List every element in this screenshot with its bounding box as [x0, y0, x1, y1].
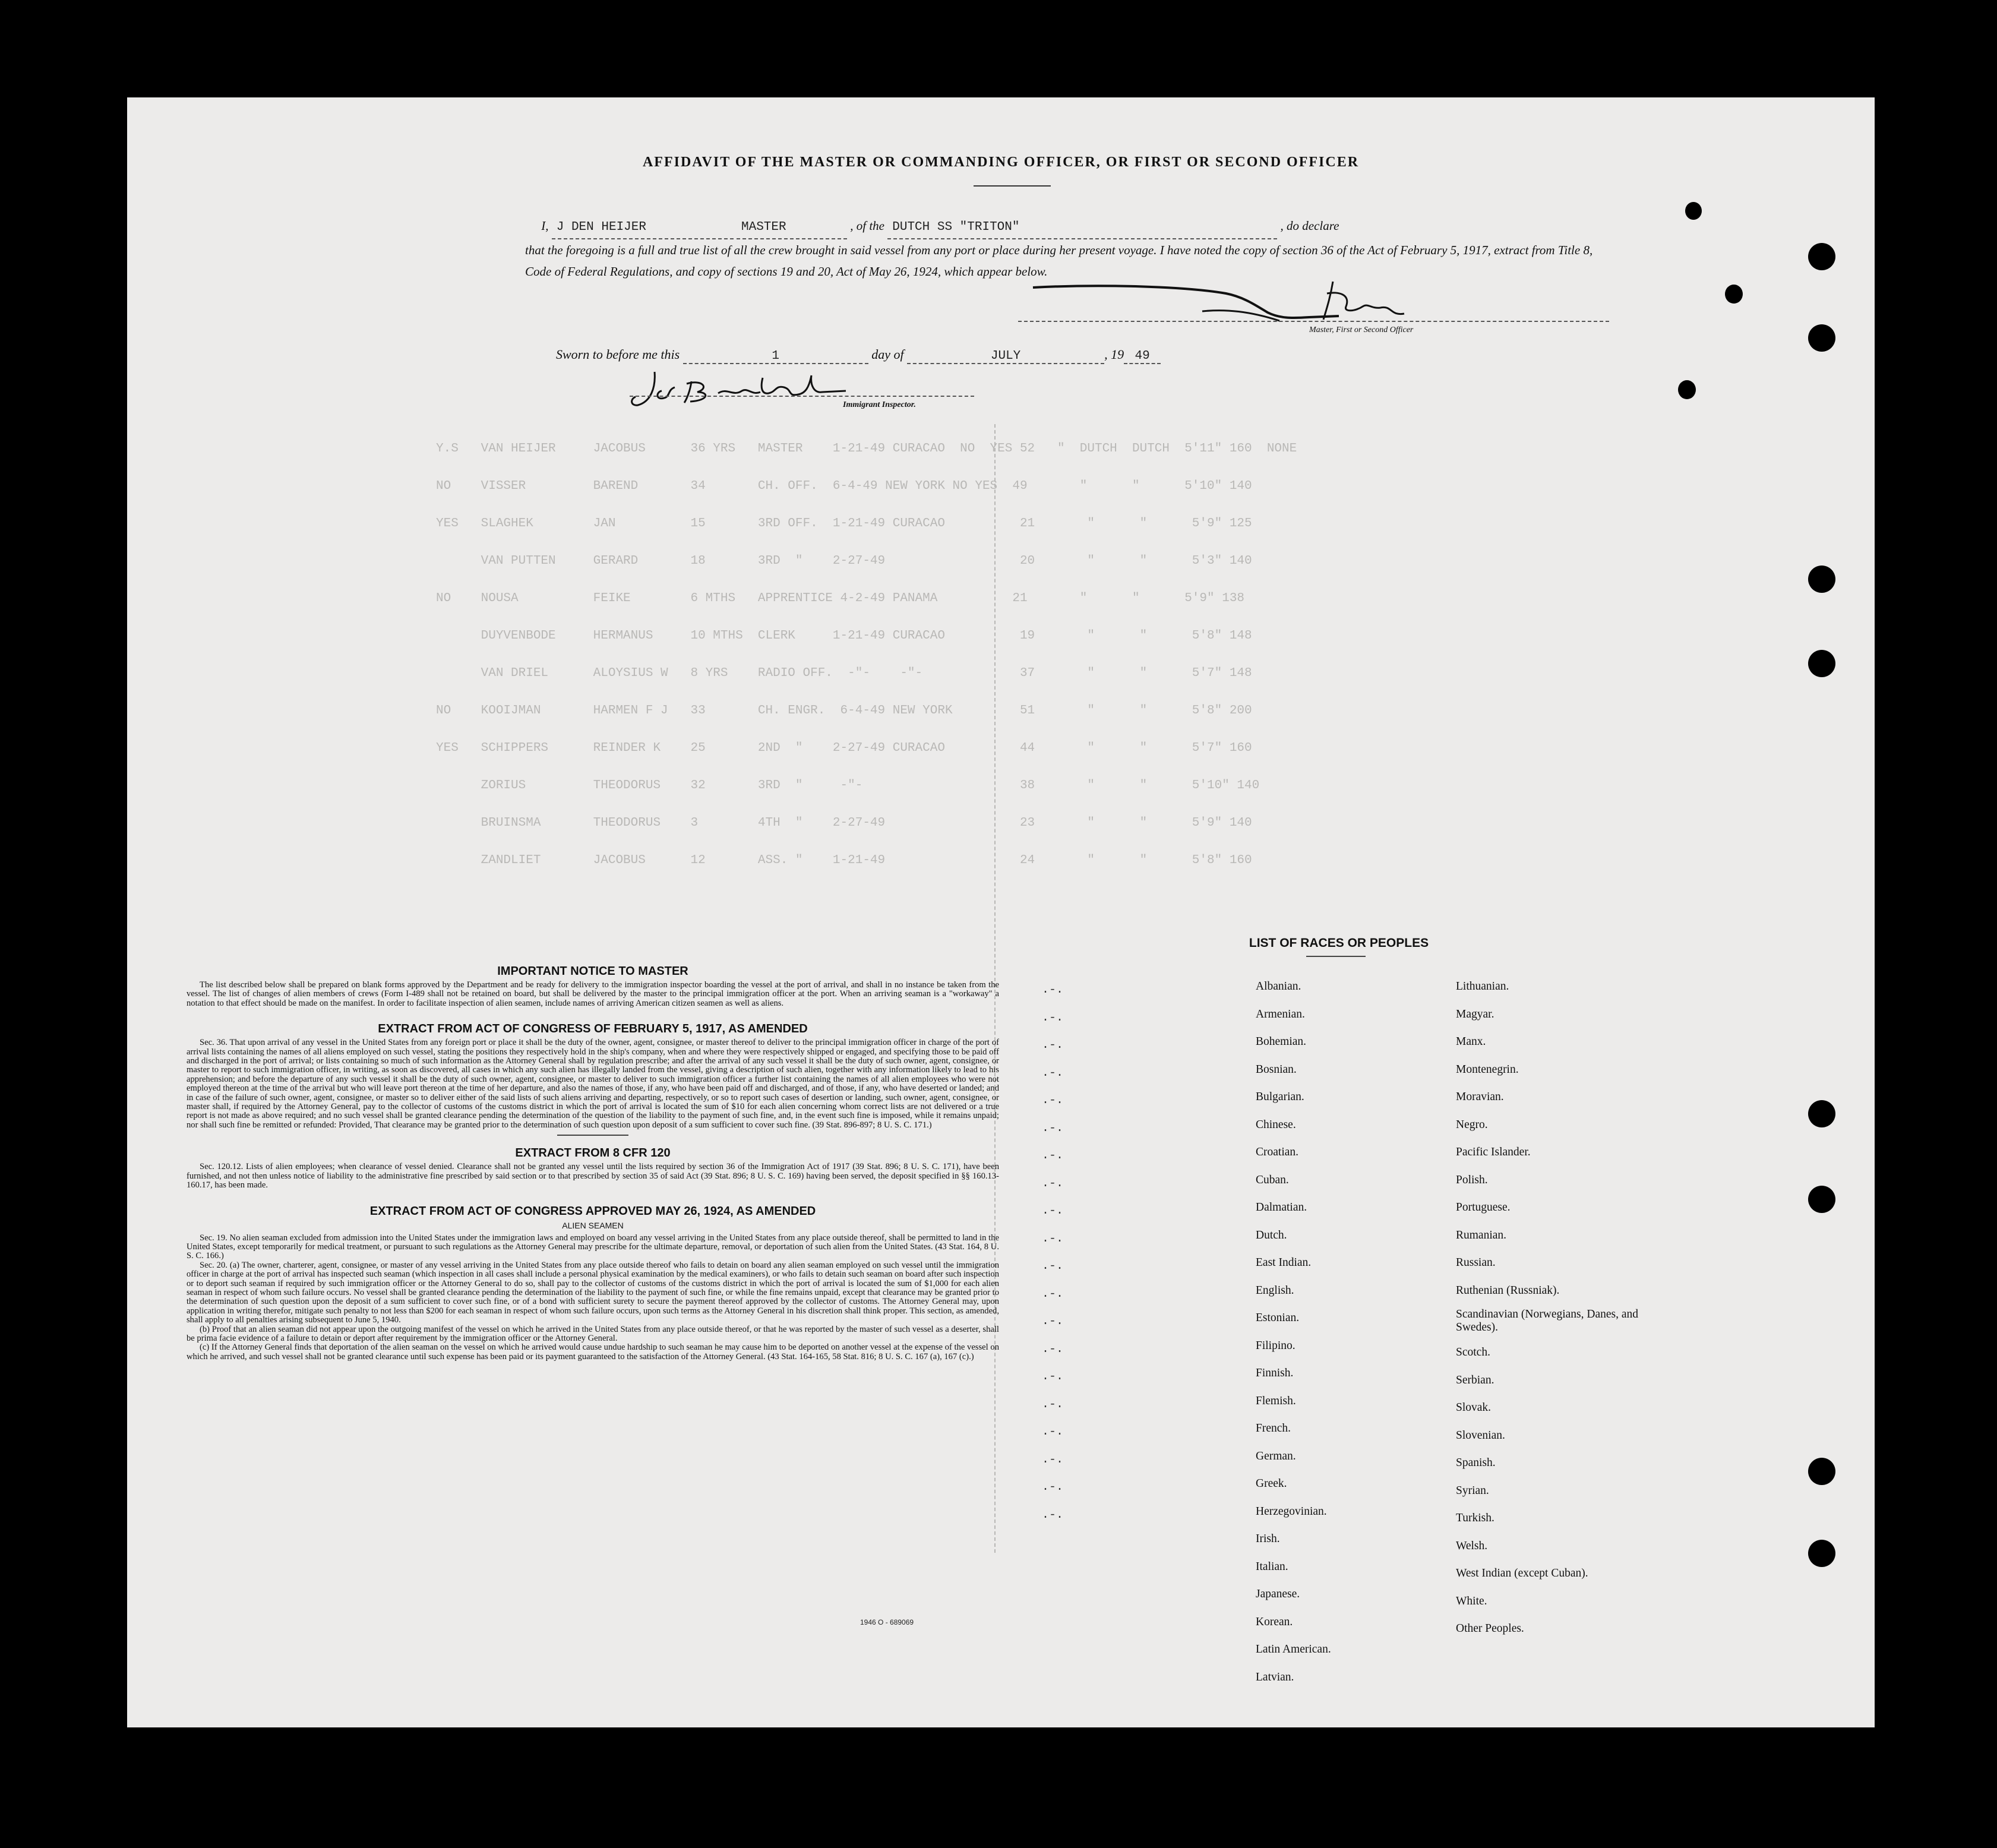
punch-hole	[1808, 1458, 1835, 1485]
inspector-label: Immigrant Inspector.	[843, 400, 916, 409]
race-item: Montenegrin.	[1456, 1063, 1519, 1076]
punch-hole	[1808, 650, 1835, 677]
do-declare-label: , do declare	[1280, 219, 1339, 233]
title-rule	[974, 185, 1051, 187]
sworn-day-field[interactable]: 1	[683, 349, 868, 364]
race-item: Slovak.	[1456, 1401, 1492, 1414]
race-item: Rumanian.	[1456, 1228, 1507, 1242]
punch-hole	[1808, 243, 1835, 270]
bleed-through-row: VAN DRIEL ALOYSIUS W 8 YRS RADIO OFF. -"- -"- 37 " " 5'7" 148	[436, 666, 1252, 680]
race-item: Scotch.	[1456, 1346, 1490, 1359]
race-item: Italian.	[1256, 1560, 1288, 1573]
extract-1924-heading: EXTRACT FROM ACT OF CONGRESS APPROVED MAY 26, 1924, AS AMENDED	[369, 1204, 816, 1218]
sworn-month-field[interactable]: JULY	[907, 349, 1104, 364]
extract-1917-heading: EXTRACT FROM ACT OF CONGRESS OF FEBRUARY 5, 1917, AS AMENDED	[378, 1022, 808, 1036]
race-item: French.	[1256, 1422, 1291, 1435]
race-item: Ruthenian (Russniak).	[1456, 1284, 1560, 1297]
race-item: Spanish.	[1456, 1457, 1496, 1469]
bleed-through-row: ZORIUS THEODORUS 32 3RD " -"- 38 " " 5'10" 140	[436, 779, 1260, 792]
declarant-name-field[interactable]: J DEN HEIJER	[552, 217, 734, 239]
race-item: Bulgarian.	[1256, 1091, 1304, 1103]
bleed-through-row: NO NOUSA FEIKE 6 MTHS APPRENTICE 4-2-49 PANAMA 21 " " 5'9" 138	[436, 592, 1245, 605]
race-item: Dalmatian.	[1256, 1201, 1307, 1214]
punch-hole	[1678, 380, 1696, 399]
races-title: LIST OF RACES OR PEOPLES	[1249, 936, 1429, 950]
declarant-rank-field[interactable]: MASTER	[737, 217, 847, 239]
bleed-through-row: NO KOOIJMAN HARMEN F J 33 CH. ENGR. 6-4-49 NEW YORK 51 " " 5'8" 200	[436, 704, 1252, 718]
race-item: Portuguese.	[1456, 1201, 1511, 1214]
bleed-through-row: NO VISSER BAREND 34 CH. OFF. 6-4-49 NEW YORK NO YES 49 " " 5'10" 140	[436, 479, 1252, 493]
punch-hole	[1725, 285, 1743, 304]
manifest-page	[127, 97, 1875, 1727]
bleed-through-crew-list	[436, 430, 1802, 1054]
race-item: Cuban.	[1256, 1173, 1289, 1186]
races-left-column	[1256, 973, 1331, 1691]
notice-heading: IMPORTANT NOTICE TO MASTER	[497, 965, 688, 978]
of-the-label: , of the	[850, 219, 884, 233]
race-item: Negro.	[1456, 1118, 1488, 1131]
extract-1924-sec20c: (c) If the Attorney General finds that deportation of the alien seaman on the vessel on which he arrived would cause undue hardship to such seaman he may cause him to be deported on another vessel at the expense of the vessel on which he arrived, and such vessel shall not be granted clearance until such expense has been paid or its payment guaranteed to the satisfaction of the Attorney General. (43 Stat. 164-165, 58 Stat. 816; 8 U. S. C. 167 (a), 167 (c).)	[187, 1342, 999, 1361]
race-item: Finnish.	[1256, 1367, 1294, 1379]
races-title-rule	[1306, 956, 1366, 957]
extract-1924-sec20b: (b) Proof that an alien seaman did not appear upon the outgoing manifest of the vessel on which he arrived in the United States from any place outside thereof, or that he was reported by the master of such vessel as a deserter, shall be prima facie evidence of a failure to detain or deport after requirement by the immigration officer or the Attorney General.	[187, 1324, 999, 1343]
sworn-day-label: day of	[871, 347, 904, 362]
race-item: Syrian.	[1456, 1484, 1489, 1497]
bleed-through-row: BRUINSMA THEODORUS 3 4TH " 2-27-49 23 " " 5'9" 140	[436, 816, 1252, 830]
race-item: Flemish.	[1256, 1394, 1296, 1407]
extract-1917-text: Sec. 36. That upon arrival of any vessel in the United States from any foreign port or place it shall be the duty of the owner, agent, consignee, or master thereof to deliver to the principal immigration officer in charge of the port of arrival lists containing the names of all aliens employed on such vessel, stating the positions they respectively hold in the ship's company, when and where they were respectively shipped or engaged, and specifying those to be paid off and discharged in the port of arrival; or lists containing so much of such information as the Attorney General shall by regulation prescribe; and after the arrival of any such vessel it shall be the duty of such owner, agent, consignee, or master to report to such immigration officer, in writing, as soon as discovered, all cases in which any such alien has illegally landed from the vessel, giving a description of such alien, together with any information likely to lead to his apprehension; and before the departure of any such vessel it shall be the duty of such owner, agent, consignee, or master to deliver to such immigration officer a further list containing the names of all alien employees who were not employed thereon at the time of the arrival but who will leave port thereon at the time of her departure, and also the names of those, if any, who have been paid off and discharged, and of those, if any, who have deserted or landed; and in case of the failure of such owner, agent, consignee, or master so to deliver either of the said lists of such aliens arriving and departing, respectively, or so to report such cases of desertion or landing, such owner, agent, consignee, or master shall, if required by the Attorney General, pay to the collector of customs of the customs district in which the port of arrival is located the sum of $10 for each alien concerning whom correct lists are not delivered or a true report is not made as above required; and no such vessel shall be granted clearance pending the determination of the question of the liability to the payment of such fine, and, in the event such fine is imposed, while it remains unpaid; nor shall such fine be remitted or refunded: Provided, That clearance may be granted prior to the determination of such question upon deposit of a sum sufficient to cover such fine. (39 Stat. 896-897; 8 U. S. C. 171.)	[187, 1038, 999, 1130]
extract-1924-sec20a: Sec. 20. (a) The owner, charterer, agent, consignee, or master of any vessel arriving in the United States from any place outside thereof who fails to detain on board any alien seaman employed on such vessel until the immigration officer in charge at the port of arrival has inspected such seaman (which inspection in all cases shall include a personal physical examination by the medical examiners), or who fails to detain such seaman on board after such inspection or to deport such seaman if required by such immigration officer or the Attorney General to do so, shall pay to the collector of customs of the customs district in which the port of arrival is located the sum of $1,000 for each alien seaman in respect of whom such failure occurs. No vessel shall be granted clearance pending the determination of the liability to the payment of such fine, or while the fine remains unpaid, except that clearance may be granted prior to the determination of such question upon the deposit of a sum sufficient to cover such fine, or of a bond with sufficient surety to secure the payment thereof approved by the collector of customs. The Attorney General may, upon application in writing therefor, mitigate such penalty to not less than $200 for each seaman in respect of whom such failure occurs, upon such terms as the Attorney General in his discretion shall think proper. This section, as amended, shall apply to all penalties arising subsequent to June 5, 1940.	[187, 1260, 999, 1325]
race-item: Manx.	[1456, 1035, 1486, 1048]
race-item: Albanian.	[1256, 980, 1301, 993]
extract-cfr-heading: EXTRACT FROM 8 CFR 120	[515, 1146, 671, 1160]
race-item: Filipino.	[1256, 1339, 1295, 1352]
race-item: East Indian.	[1256, 1256, 1312, 1269]
vessel-name-field[interactable]: DUTCH SS "TRITON"	[887, 217, 1277, 239]
alien-seamen-subheading: ALIEN SEAMEN	[562, 1220, 624, 1230]
race-item: Scandinavian (Norwegians, Danes, and Swedes).	[1456, 1308, 1639, 1334]
affidavit-title: AFFIDAVIT OF THE MASTER OR COMMANDING OFFICER, OR FIRST OR SECOND OFFICER	[642, 154, 1360, 170]
punch-hole	[1808, 566, 1835, 593]
bleed-through-row: ZANDLIET JACOBUS 12 ASS. " 1-21-49 24 " " 5'8" 160	[436, 854, 1252, 867]
race-item: Bosnian.	[1256, 1063, 1297, 1076]
punch-hole	[1808, 1540, 1835, 1567]
races-right-column	[1456, 973, 1658, 1643]
race-item: Polish.	[1456, 1173, 1488, 1186]
declaration-text: that the foregoing is a full and true list of all the crew brought in said vessel from any port or place during her present voyage. I have noted the copy of section 36 of the Act of February 5, 1917, extract from Title 8, Code of Federal Regulations, and copy of sections 19 and 20, Act of May 26, 1924, which appear below.	[525, 243, 1593, 279]
race-item: Other Peoples.	[1456, 1622, 1524, 1635]
punch-hole	[1808, 324, 1835, 352]
punch-hole	[1808, 1100, 1835, 1127]
race-item: Herzegovinian.	[1256, 1505, 1327, 1518]
race-item: Russian.	[1456, 1256, 1496, 1269]
race-item: Moravian.	[1456, 1091, 1504, 1103]
race-item: Latin American.	[1256, 1643, 1331, 1656]
sworn-year-field[interactable]: 49	[1124, 349, 1161, 364]
race-item: Croatian.	[1256, 1146, 1299, 1158]
race-item: Turkish.	[1456, 1512, 1494, 1524]
extract-cfr-text: Sec. 120.12. Lists of alien employees; when clearance of vessel denied. Clearance shall not be granted any vessel until the lists required by section 36 of the Immigration Act of 1917 (39 Stat. 896; 8 U. S. C. 171), have been furnished, and not then unless notice of liability to the administrative fine prescribed by said section or to that prescribed by section 35 of said Act (39 Stat. 896; 8 U. S. C. 169) having been served, the deposit specified in §§ 160.13-160.17, has been made.	[187, 1162, 999, 1190]
sworn-year-prefix: , 19	[1104, 347, 1124, 362]
race-item: Slovenian.	[1456, 1429, 1505, 1442]
sworn-statement	[556, 347, 1161, 364]
bleed-through-row: VAN PUTTEN GERARD 18 3RD " 2-27-49 20 " " 5'3" 140	[436, 554, 1252, 568]
race-item: Irish.	[1256, 1533, 1280, 1545]
legal-notices	[187, 965, 999, 1361]
race-item: West Indian (except Cuban).	[1456, 1567, 1588, 1580]
punch-hole	[1808, 1186, 1835, 1213]
bleed-through-row: Y.S VAN HEIJER JACOBUS 36 YRS MASTER 1-21-49 CURACAO NO YES 52 " DUTCH DUTCH 5'11" 160 NONE	[436, 442, 1297, 456]
race-item: Greek.	[1256, 1477, 1287, 1490]
race-item: Japanese.	[1256, 1588, 1300, 1600]
race-item: Lithuanian.	[1456, 980, 1509, 993]
race-item: English.	[1256, 1284, 1294, 1297]
race-item: Chinese.	[1256, 1118, 1296, 1131]
notice-text: The list described below shall be prepared on blank forms approved by the Department and be ready for delivery to the immigration inspector boarding the vessel at the port of arrival, and shall in no instance be taken from the vessel. The list of changes of alien members of crews (Form I-489 shall not be retained on board, but shall be delivered by the master to the principal immigration officer at the port. When an arriving seaman is a "workaway" a notation to that effect should be made on the manifest. In order to facilitate inspection of alien seamen, include names of arriving American citizen seamen as well as aliens.	[187, 980, 999, 1008]
race-item: Latvian.	[1256, 1670, 1294, 1683]
inspector-signature	[620, 364, 881, 411]
bleed-through-row: YES SLAGHEK JAN 15 3RD OFF. 1-21-49 CURACAO 21 " " 5'9" 125	[436, 517, 1252, 530]
race-item: Magyar.	[1456, 1007, 1494, 1021]
race-item: German.	[1256, 1449, 1296, 1462]
race-item: Welsh.	[1456, 1539, 1488, 1552]
race-item: White.	[1456, 1594, 1487, 1607]
race-item: Estonian.	[1256, 1312, 1300, 1324]
race-item: Armenian.	[1256, 1007, 1305, 1021]
race-item: Bohemian.	[1256, 1035, 1307, 1048]
race-item: Dutch.	[1256, 1228, 1287, 1242]
race-item: Pacific Islander.	[1456, 1146, 1531, 1158]
declarant-prefix: I,	[541, 219, 549, 233]
bleed-through-row: YES SCHIPPERS REINDER K 25 2ND " 2-27-49 CURACAO 44 " " 5'7" 160	[436, 741, 1252, 755]
bleed-through-row: DUYVENBODE HERMANUS 10 MTHS CLERK 1-21-49 CURACAO 19 " " 5'8" 148	[436, 629, 1252, 643]
sworn-prefix: Sworn to before me this	[556, 347, 680, 362]
race-item: Korean.	[1256, 1615, 1293, 1628]
punch-hole	[1685, 202, 1702, 220]
master-signature-label: Master, First or Second Officer	[1309, 326, 1414, 334]
ditto-marks-column: .-. .-. .-. .-. .-. .-. .-. .-. .-. .-. .-. .-. .-. .-. .-. .-. .-. .-. .-. .-.	[1042, 983, 1064, 1522]
inspector-signature-line	[630, 396, 974, 397]
master-signature-line	[1018, 321, 1609, 322]
print-code: 1946 O - 689069	[860, 1618, 914, 1626]
race-item: Serbian.	[1456, 1373, 1494, 1386]
extract-1924-sec19: Sec. 19. No alien seaman excluded from admission into the United States under the immigration laws and employed on board any vessel arriving in the United States from any place outside thereof, shall be permitted to land in the United States, except temporarily for medical treatment, or pursuant to such regulations as the Attorney General may prescribe for the ultimate departure, removal, or deportation of such alien from the United States. (43 Stat. 164, 8 U. S. C. 166.)	[187, 1233, 999, 1261]
